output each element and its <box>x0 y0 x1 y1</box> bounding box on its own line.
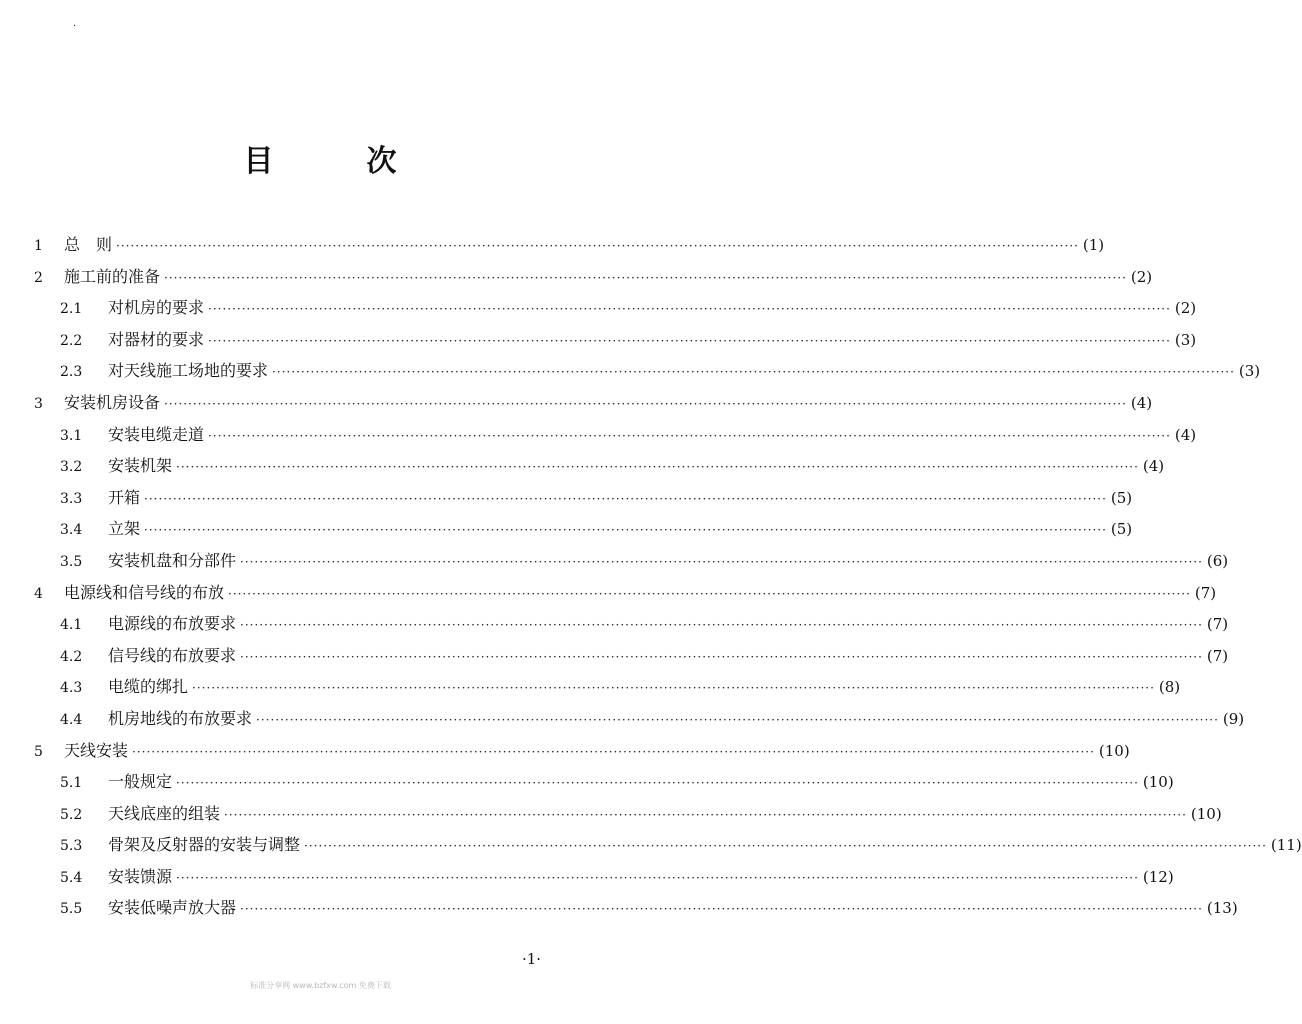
toc-entry <box>34 798 1222 830</box>
toc-entry-title: 对天线施工场地的要求 <box>108 361 269 381</box>
toc-entry <box>34 892 1238 924</box>
toc-entry <box>34 387 1153 419</box>
toc-entry <box>34 608 1229 640</box>
toc-entry-number: 3.2 <box>60 459 83 476</box>
stray-mark: · <box>73 21 77 32</box>
toc-entry-number: 3 <box>34 395 43 412</box>
toc-entry-page: (12) <box>1142 867 1174 886</box>
toc-entry-page: (10) <box>1098 741 1130 760</box>
toc-entry-number: 4.3 <box>60 680 83 697</box>
toc-entry <box>34 703 1245 735</box>
title-char-right: 次 <box>366 144 398 179</box>
toc-entry <box>34 829 1302 861</box>
toc-entry-title: 安装电缆走道 <box>108 424 205 444</box>
toc-entry-page: (2) <box>1174 299 1197 318</box>
toc-entry-title: 信号线的布放要求 <box>108 645 237 665</box>
toc-entry-page: (13) <box>1206 899 1238 918</box>
toc-entry-number: 5.2 <box>60 806 83 823</box>
page-number: ·1· <box>522 950 542 968</box>
toc-entry <box>34 735 1130 767</box>
title-char-left: 目 <box>243 144 275 179</box>
toc-entry-page: (4) <box>1142 457 1165 476</box>
toc-leader-dots: ········································································································································································································ <box>240 902 1203 917</box>
toc-entry <box>34 640 1229 672</box>
toc-entry-page: (5) <box>1110 488 1133 507</box>
toc-entry-number: 4.4 <box>60 711 83 728</box>
toc-entry-page: (9) <box>1222 709 1245 728</box>
toc-entry <box>34 861 1174 893</box>
toc-entry-number: 2.2 <box>60 332 83 349</box>
toc-entry <box>34 355 1261 387</box>
toc-entry-number: 2.3 <box>60 364 83 381</box>
toc-entry-number: 5.1 <box>60 775 83 792</box>
toc-leader-dots: ········································································································································································································ <box>192 681 1155 696</box>
toc-entry-number: 5 <box>34 743 43 760</box>
toc-entry <box>34 450 1165 482</box>
toc-leader-dots: ········································································································································································································ <box>208 428 1171 443</box>
toc-entry-title: 对机房的要求 <box>108 298 205 318</box>
toc-leader-dots: ········································································································································································································ <box>176 776 1139 791</box>
toc-leader-dots: ········································································································································································································ <box>228 586 1191 601</box>
toc-entry-page: (11) <box>1270 836 1302 855</box>
toc-entry <box>34 261 1153 293</box>
toc-leader-dots: ········································································································································································································ <box>132 744 1095 759</box>
toc-entry-title: 对器材的要求 <box>108 329 205 349</box>
toc-entry-number: 3.3 <box>60 490 83 507</box>
toc-entry-page: (1) <box>1082 236 1105 254</box>
toc-entry-page: (7) <box>1206 646 1229 665</box>
toc-leader-dots: ········································································································································································································ <box>176 870 1139 885</box>
toc-entry-title: 总 则 <box>64 235 113 254</box>
toc-entry-number: 3.1 <box>60 427 83 444</box>
toc-leader-dots: ········································································································································································································ <box>272 365 1235 380</box>
toc-entry-title: 天线安装 <box>64 740 129 760</box>
toc-entry-title: 施工前的准备 <box>64 266 161 286</box>
toc-leader-dots: ········································································································································································································ <box>304 839 1267 854</box>
toc-leader-dots: ········································································································································································································ <box>176 460 1139 475</box>
toc-entry-number: 4.1 <box>60 617 83 634</box>
toc-entry-page: (5) <box>1110 520 1133 539</box>
toc-entry <box>34 766 1174 798</box>
toc-leader-dots: ········································································································································································································ <box>240 554 1203 569</box>
toc-leader-dots: ········································································································································································································ <box>164 396 1127 411</box>
toc-entry-title: 电缆的绑扎 <box>108 677 189 697</box>
toc-entry-title: 安装低噪声放大器 <box>108 898 237 918</box>
toc-entry-number: 5.4 <box>60 869 83 886</box>
toc-leader-dots: ········································································································································································································ <box>240 649 1203 664</box>
toc-entry-title: 机房地线的布放要求 <box>108 708 253 728</box>
toc-leader-dots: ········································································································································································································ <box>224 807 1187 822</box>
toc-entry-title: 电源线和信号线的布放 <box>64 582 225 602</box>
toc-entry-number: 2.1 <box>60 301 83 318</box>
toc-entry <box>34 671 1181 703</box>
toc-entry-number: 5.5 <box>60 901 83 918</box>
toc-entry-page: (7) <box>1206 615 1229 634</box>
toc-entry <box>34 419 1197 451</box>
toc-entry-number: 1 <box>34 238 43 254</box>
toc-entry-title: 电源线的布放要求 <box>108 614 237 634</box>
toc-entry-page: (6) <box>1206 551 1229 570</box>
toc-entry-number: 3.4 <box>60 522 83 539</box>
toc-leader-dots: ········································································································································································································ <box>208 333 1171 348</box>
toc-entry-title: 立架 <box>108 519 141 539</box>
toc-entry <box>34 482 1133 514</box>
toc-entry <box>34 229 1105 261</box>
toc-entry <box>34 292 1197 324</box>
toc-leader-dots: ········································································································································································································ <box>240 618 1203 633</box>
toc-entry-number: 3.5 <box>60 553 83 570</box>
toc-entry-page: (10) <box>1142 773 1174 792</box>
toc-entry-page: (4) <box>1130 393 1153 412</box>
toc-entry-page: (8) <box>1158 678 1181 697</box>
toc-entry <box>34 513 1133 545</box>
toc-entry-page: (4) <box>1174 425 1197 444</box>
watermark: 标准分享网 www.bzfxw.com 免费下载 <box>250 981 391 990</box>
toc-entry-number: 4.2 <box>60 648 83 665</box>
toc-entry-title: 开箱 <box>108 487 141 507</box>
toc-entry-title: 安装机架 <box>108 456 173 476</box>
toc-entry-title: 安装馈源 <box>108 866 173 886</box>
toc-entry-title: 安装机盘和分部件 <box>108 550 237 570</box>
toc-leader-dots: ········································································································································································································ <box>164 270 1127 285</box>
toc-leader-dots: ········································································································································································································ <box>116 239 1079 253</box>
toc-entry-page: (7) <box>1194 583 1217 602</box>
toc-entry <box>34 545 1229 577</box>
toc-entry-title: 一般规定 <box>108 772 173 792</box>
toc-entry-title: 安装机房设备 <box>64 392 161 412</box>
toc-entry-title: 骨架及反射器的安装与调整 <box>108 835 301 855</box>
toc-entry-number: 4 <box>34 585 43 602</box>
toc-leader-dots: ········································································································································································································ <box>144 491 1107 506</box>
toc-entry-number: 5.3 <box>60 838 83 855</box>
page-title <box>0 136 641 180</box>
toc-entry-page: (3) <box>1238 362 1261 381</box>
toc-entry <box>34 577 1217 609</box>
toc-leader-dots: ········································································································································································································ <box>256 712 1219 727</box>
table-of-contents <box>34 229 1302 924</box>
toc-entry-number: 2 <box>34 269 43 286</box>
toc-entry-page: (3) <box>1174 330 1197 349</box>
toc-leader-dots: ········································································································································································································ <box>208 302 1171 317</box>
toc-leader-dots: ········································································································································································································ <box>144 523 1107 538</box>
toc-entry-page: (2) <box>1130 267 1153 286</box>
toc-entry-page: (10) <box>1190 804 1222 823</box>
toc-entry <box>34 324 1197 356</box>
toc-entry-title: 天线底座的组装 <box>108 803 221 823</box>
